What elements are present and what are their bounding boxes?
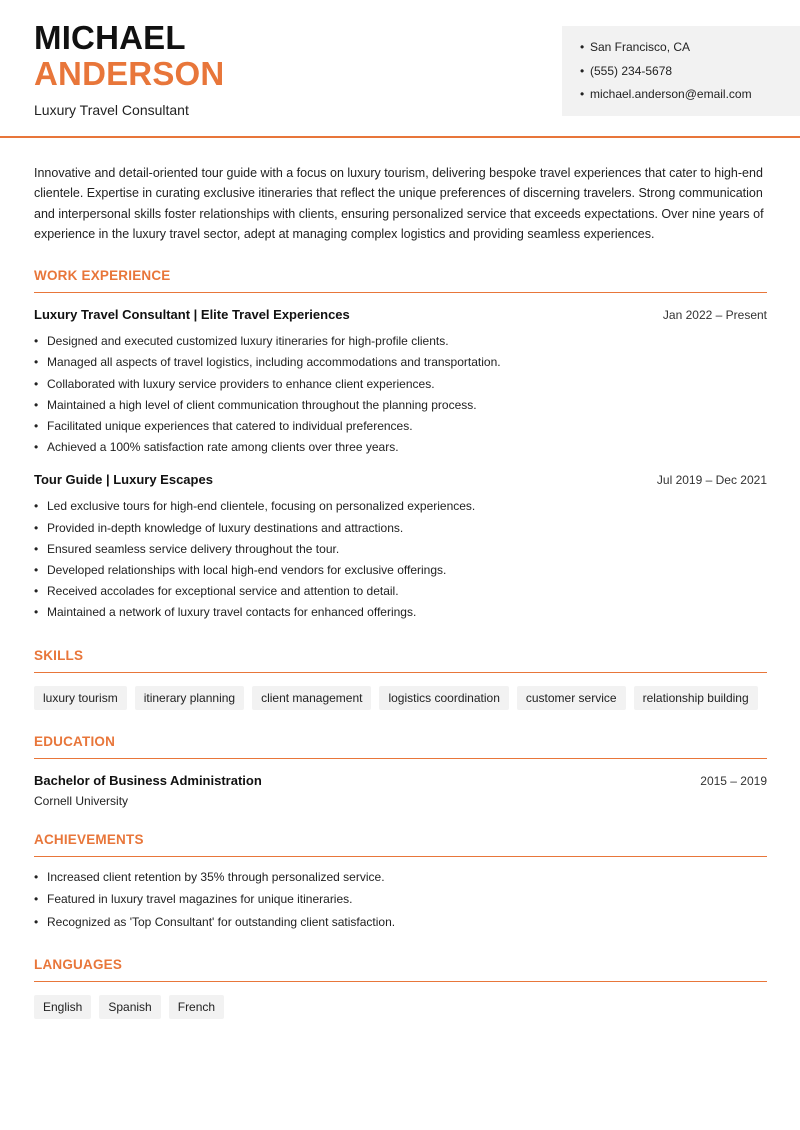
list-item xyxy=(34,518,767,539)
contact-box xyxy=(562,26,800,116)
bullet-text: Facilitated unique experiences that catered to individual preferences. xyxy=(47,419,413,433)
bullet-icon: • xyxy=(34,334,39,349)
bullet-icon: • xyxy=(580,87,585,101)
skill-tag: itinerary planning xyxy=(135,686,244,710)
achievement-bullets xyxy=(34,866,767,934)
summary-text: Innovative and detail-oriented tour guide with a focus on luxury tourism, delivering bespoke travel experiences that cater to high-end clientele. Expertise in curating exclusive itineraries that reflect the unique preferences of discerning travelers. Strong communication and interpersonal skills foster relationships with clients, ensuring personalized service that exceeds expectations. Over nine years of experience in the luxury travel sector, adept at managing complex logistics and providing seamless experiences. xyxy=(34,166,764,241)
bullet-text: Maintained a network of luxury travel contacts for enhanced offerings. xyxy=(47,605,417,620)
location-text: San Francisco, CA xyxy=(590,40,691,54)
bullet-icon: • xyxy=(34,499,39,514)
list-item xyxy=(34,331,767,352)
skill-tag: logistics coordination xyxy=(379,686,508,710)
list-item xyxy=(34,395,767,416)
list-item xyxy=(34,602,767,623)
list-item xyxy=(34,581,767,602)
job-date: Jul 2019 – Dec 2021 xyxy=(656,473,767,488)
bullet-icon: • xyxy=(34,605,39,620)
bullet-text: Increased client retention by 35% through personalized service. xyxy=(47,869,385,884)
bullet-icon: • xyxy=(34,892,39,907)
bullet-text: Maintained a high level of client communication throughout the planning process. xyxy=(47,397,477,412)
job-role: Luxury Travel Consultant | Elite Travel Experiences xyxy=(34,307,350,323)
list-item xyxy=(34,416,767,437)
education-header xyxy=(34,773,767,788)
education-section xyxy=(34,734,767,808)
achievements-section xyxy=(34,832,767,934)
resume-content xyxy=(34,163,767,1019)
bullet-text: Recognized as 'Top Consultant' for outstanding client satisfaction. xyxy=(47,914,396,929)
last-name: ANDERSON xyxy=(34,55,225,92)
bullet-icon: • xyxy=(34,563,39,578)
bullet-icon: • xyxy=(34,397,39,412)
bullet-icon: • xyxy=(34,541,39,556)
language-tags xyxy=(34,995,767,1019)
bullet-text: Managed all aspects of travel logistics, including accommodations and transportation. xyxy=(47,355,501,370)
degree: Bachelor of Business Administration xyxy=(34,772,262,788)
list-item xyxy=(34,496,767,517)
skill-tag: luxury tourism xyxy=(34,686,127,710)
bullet-icon: • xyxy=(580,40,585,54)
bullet-text: Achieved a 100% satisfaction rate among clients over three years. xyxy=(47,440,399,455)
section-title-work: WORK EXPERIENCE xyxy=(34,268,767,293)
list-item xyxy=(34,374,767,395)
bullet-text: Ensured seamless service delivery throughout the tour. xyxy=(47,541,340,556)
bullet-icon: • xyxy=(34,914,39,929)
job-header xyxy=(34,472,767,487)
contact-email xyxy=(580,86,800,110)
contact-phone xyxy=(580,63,800,87)
bullet-icon: • xyxy=(34,419,39,433)
skill-tag: relationship building xyxy=(634,686,758,710)
skill-tag: client management xyxy=(252,686,371,710)
job-bullets xyxy=(34,496,767,623)
bullet-icon: • xyxy=(34,520,39,535)
job-title: Luxury Travel Consultant xyxy=(34,102,189,118)
bullet-text: Received accolades for exceptional service and attention to detail. xyxy=(47,584,399,599)
bullet-icon: • xyxy=(34,584,39,599)
first-name: MICHAEL xyxy=(34,19,186,56)
job-role: Tour Guide | Luxury Escapes xyxy=(34,472,213,488)
phone-text: (555) 234-5678 xyxy=(590,63,673,78)
name-block xyxy=(34,20,224,118)
language-tag: English xyxy=(34,995,91,1019)
bullet-icon: • xyxy=(34,376,39,391)
list-item xyxy=(34,888,767,911)
bullet-text: Designed and executed customized luxury itineraries for high-profile clients. xyxy=(47,334,449,349)
languages-section xyxy=(34,957,767,1019)
email-text: michael.anderson@email.com xyxy=(590,87,752,101)
list-item xyxy=(34,437,767,458)
section-title-languages: LANGUAGES xyxy=(34,957,767,982)
contact-location xyxy=(580,39,800,63)
skills-tags xyxy=(34,686,767,710)
bullet-text: Led exclusive tours for high-end clientele, focusing on personalized experiences. xyxy=(47,499,476,514)
bullet-text: Developed relationships with local high-end vendors for exclusive offerings. xyxy=(47,563,447,578)
language-tag: French xyxy=(169,995,224,1019)
section-title-skills: SKILLS xyxy=(34,648,767,673)
section-title-education: EDUCATION xyxy=(34,734,767,759)
education-date: 2015 – 2019 xyxy=(700,773,767,788)
list-item xyxy=(34,866,767,889)
language-tag: Spanish xyxy=(99,995,160,1019)
list-item xyxy=(34,539,767,560)
job-header xyxy=(34,307,767,322)
bullet-icon: • xyxy=(34,355,39,370)
resume-header xyxy=(0,0,800,138)
list-item xyxy=(34,911,767,934)
job-bullets xyxy=(34,331,767,458)
skill-tag: customer service xyxy=(517,686,626,710)
skills-section xyxy=(34,648,767,710)
section-title-achievements: ACHIEVEMENTS xyxy=(34,832,767,857)
bullet-text: Featured in luxury travel magazines for unique itineraries. xyxy=(47,892,353,907)
bullet-icon: • xyxy=(580,63,585,78)
school: Cornell University xyxy=(34,793,129,808)
bullet-icon: • xyxy=(34,440,39,455)
work-experience-section xyxy=(34,268,767,623)
job-date: Jan 2022 – Present xyxy=(662,308,767,323)
bullet-text: Provided in-depth knowledge of luxury destinations and attractions. xyxy=(47,520,404,535)
bullet-icon: • xyxy=(34,869,39,884)
bullet-text: Collaborated with luxury service providers to enhance client experiences. xyxy=(47,376,435,391)
list-item xyxy=(34,352,767,373)
list-item xyxy=(34,560,767,581)
